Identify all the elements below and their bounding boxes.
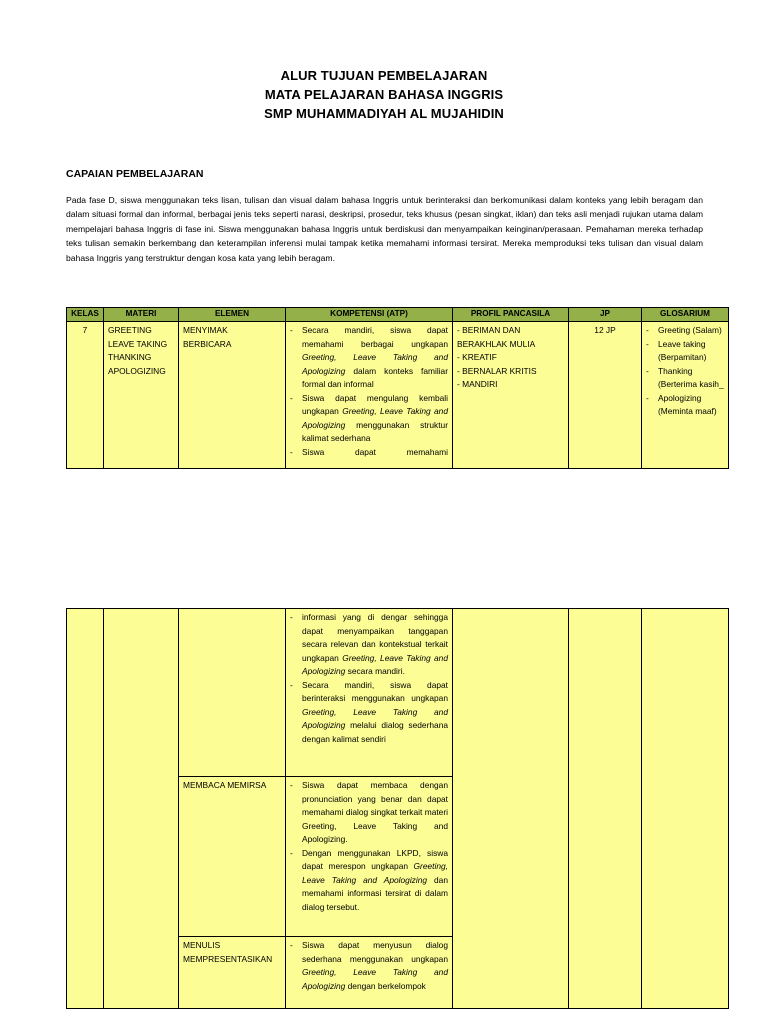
table-header-row [67, 308, 729, 322]
glosarium-item: - Greeting (Salam) [646, 324, 724, 338]
glosarium-item: - Thanking (Berterima kasih_ [646, 365, 724, 392]
materi-item: GREETING [108, 325, 152, 335]
kompetensi-item: - Secara mandiri, siswa dapat memahami berbagai ungkapan Greeting, Leave Taking and Apologizing dalam konteks familiar formal dan informal [290, 324, 448, 392]
capaian-paragraph: Pada fase D, siswa menggunakan teks lisan, tulisan dan visual dalam bahasa Inggris untuk berinteraksi dan berkomunikasi dalam konteks yang lebih beragam dan dalam situasi formal dan informal, berbagai jenis teks seperti narasi, deskripsi, prosedur, teks khusus (pesan singkat, iklan) dan teks asli menjadi rujukan utama dalam mempelajari bahasa Inggris di fase ini. Siswa menggunakan bahasa Inggris untuk berdiskusi dan menyampaikan keinginan/perasaan. Pemahaman mereka terhadap teks tulisan semakin berkembang dan keterampilan inferensi mulai tampak ketika memahami informasi tersirat. Mereka memproduksi teks tulisan dan visual dalam bahasa Inggris yang terstruktur dengan kosa kata yang lebih beragam. [66, 195, 703, 263]
capaian-heading: CAPAIAN PEMBELAJARAN [66, 168, 204, 180]
kompetensi-item: - Siswa dapat menyusun dialog sederhana menggunakan ungkapan Greeting, Leave Taking and Apologizing dengan berkelompok [290, 939, 448, 993]
atp-table-part-1 [66, 307, 729, 469]
kompetensi-item-cont: - informasi yang di dengar sehingga dapat menyampaikan tanggapan secara relevan dan kontekstual terkait ungkapan Greeting, Leave Taking and Apologizing secara mandiri. [290, 611, 448, 679]
header-elemen: ELEMEN [179, 308, 286, 322]
header-kompetensi: KOMPETENSI (ATP) [286, 308, 453, 322]
title-line-2: MATA PELAJARAN BAHASA INGGRIS [264, 87, 504, 102]
cell-kelas-empty [67, 609, 104, 1009]
header-materi: MATERI [104, 308, 179, 322]
cell-materi [104, 322, 179, 469]
cell-kompetensi [286, 609, 453, 777]
table-row [67, 609, 729, 777]
cell-elemen-empty [179, 609, 286, 777]
document-title [0, 66, 768, 123]
materi-item: LEAVE TAKING [108, 338, 168, 349]
title-line-3: SMP MUHAMMADIYAH AL MUJAHIDIN [264, 106, 504, 121]
cell-kompetensi [286, 937, 453, 1009]
profil-item: - KREATIF [457, 352, 497, 362]
title-line-1: ALUR TUJUAN PEMBELAJARAN [280, 68, 488, 83]
cell-kompetensi [286, 777, 453, 937]
glosarium-item: - Leave taking (Berpamitan) [646, 338, 724, 365]
elemen-item: MENULIS [183, 940, 221, 950]
kompetensi-item: - Dengan menggunakan LKPD, siswa dapat merespon ungkapan Greeting, Leave Taking and Apologizing dan memahami informasi tersirat di dalam dialog tersebut. [290, 847, 448, 915]
profil-item: - BERIMAN DAN BERAKHLAK MULIA [457, 325, 536, 349]
cell-elemen [179, 937, 286, 1009]
cell-materi-empty [104, 609, 179, 1009]
kompetensi-item: - Secara mandiri, siswa dapat berinteraksi menggunakan ungkapan Greeting, Leave Taking and Apologizing melalui dialog sederhana dengan kalimat sendiri [290, 679, 448, 747]
kompetensi-item: - Siswa dapat membaca dengan pronunciation yang benar dan dapat memahami dialog singkat terkait materi Greeting, Leave Taking and Apologizing. [290, 779, 448, 847]
profil-item: - BERNALAR KRITIS [457, 365, 537, 376]
header-jp: JP [569, 308, 642, 322]
kompetensi-item: - Siswa dapat mengulang kembali ungkapan Greeting, Leave Taking and Apologizing menggunakan struktur kalimat sederhana [290, 392, 448, 446]
cell-profil-empty [453, 609, 569, 1009]
header-kelas: KELAS [67, 308, 104, 322]
materi-item: APOLOGIZING [108, 365, 166, 376]
kompetensi-item: - Siswa dapat memahami [290, 446, 448, 460]
cell-elemen: MEMBACA MEMIRSA [179, 777, 286, 937]
materi-item: THANKING [108, 352, 152, 362]
glosarium-item: - Apologizing (Meminta maaf) [646, 392, 724, 419]
cell-kompetensi [286, 322, 453, 469]
cell-jp: 12 JP [569, 322, 642, 469]
elemen-item: MENYIMAK [183, 325, 228, 335]
table-row [67, 322, 729, 469]
elemen-item: BERBICARA [183, 338, 232, 349]
atp-table-part-2 [66, 608, 729, 1009]
cell-jp-empty [569, 609, 642, 1009]
header-glosarium: GLOSARIUM [642, 308, 729, 322]
cell-kelas: 7 [67, 322, 104, 469]
profil-item: - MANDIRI [457, 379, 498, 389]
cell-glosarium [642, 322, 729, 469]
cell-elemen [179, 322, 286, 469]
cell-glosarium-empty [642, 609, 729, 1009]
cell-profil [453, 322, 569, 469]
elemen-item: MEMPRESENTASIKAN [183, 953, 273, 964]
header-profil: PROFIL PANCASILA [453, 308, 569, 322]
